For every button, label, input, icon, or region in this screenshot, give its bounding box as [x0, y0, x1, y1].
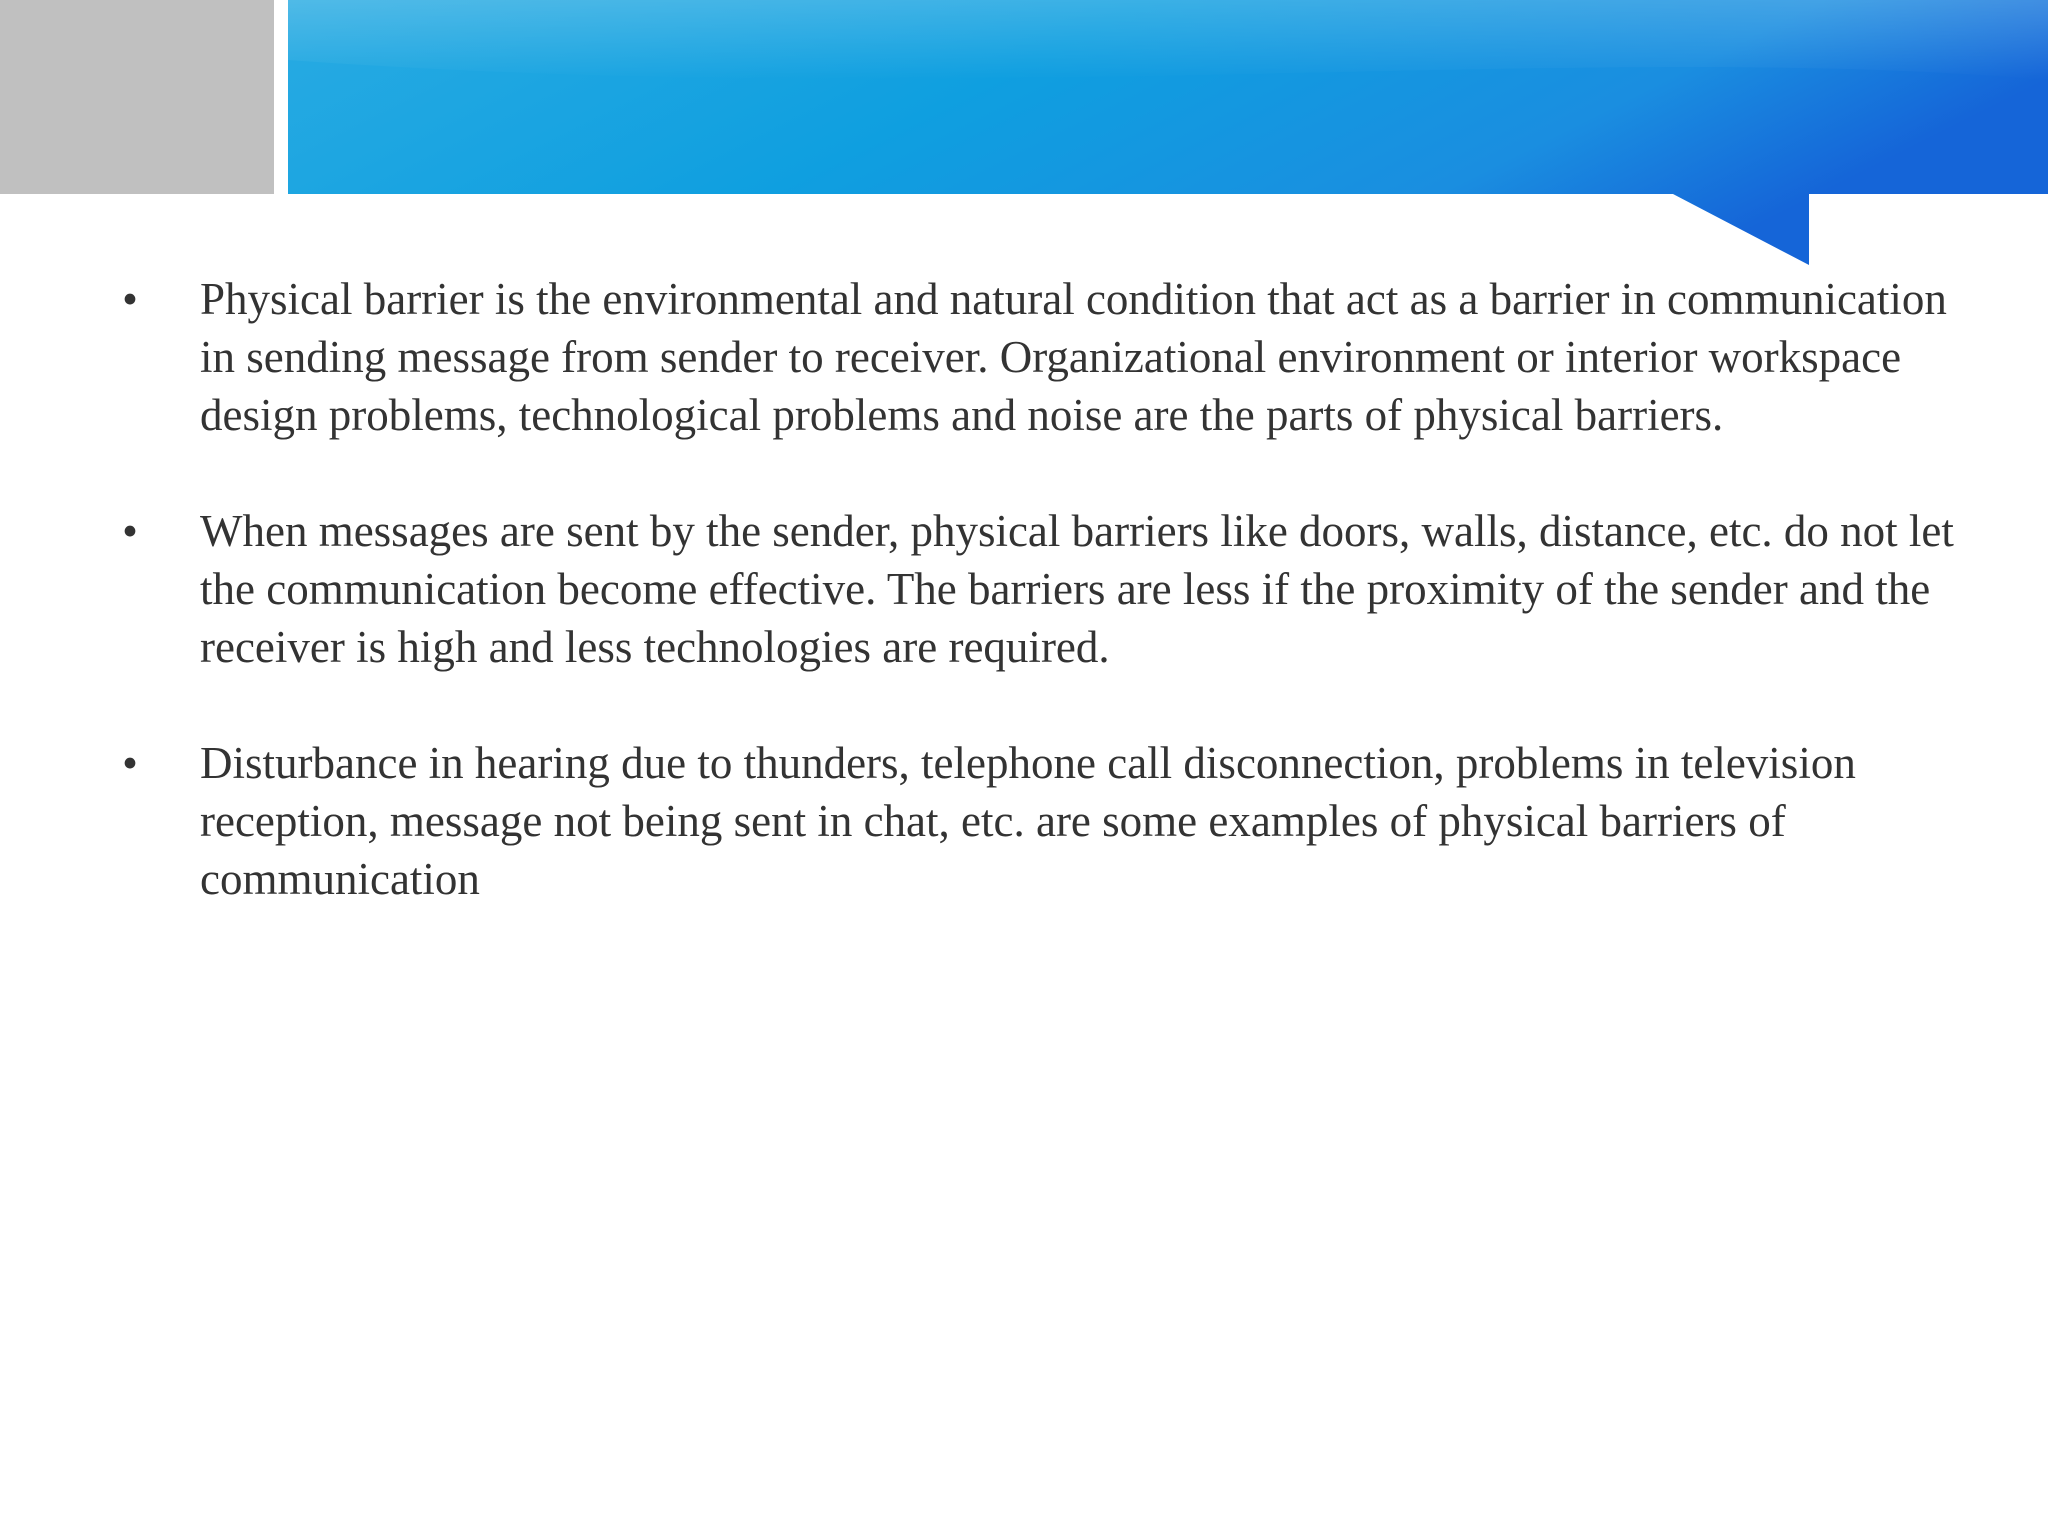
bullet-glyph: • [122, 738, 138, 788]
bullet-list [120, 270, 1970, 966]
bullet-item-2 [120, 502, 1970, 676]
header-gray-block [0, 0, 274, 194]
bullet-item-3 [120, 734, 1970, 908]
bullet-glyph: • [122, 274, 138, 324]
bullet-text: Disturbance in hearing due to thunders, telephone call disconnection, problems in television reception, message not being sent in chat, etc. are some examples of physical barriers of communication [200, 738, 1856, 904]
bullet-text: Physical barrier is the environmental and natural condition that act as a barrier in communication in sending message from sender to receiver. Organizational environment or interior workspace design problems, technological problems and noise are the parts of physical barriers. [200, 274, 1947, 440]
bullet-item-1 [120, 270, 1970, 444]
bullet-glyph: • [122, 506, 138, 556]
header-banner [288, 0, 2048, 270]
bullet-text: When messages are sent by the sender, physical barriers like doors, walls, distance, etc. do not let the communication become effective. The barriers are less if the proximity of the sender and the receiver is high and less technologies are required. [200, 506, 1954, 672]
